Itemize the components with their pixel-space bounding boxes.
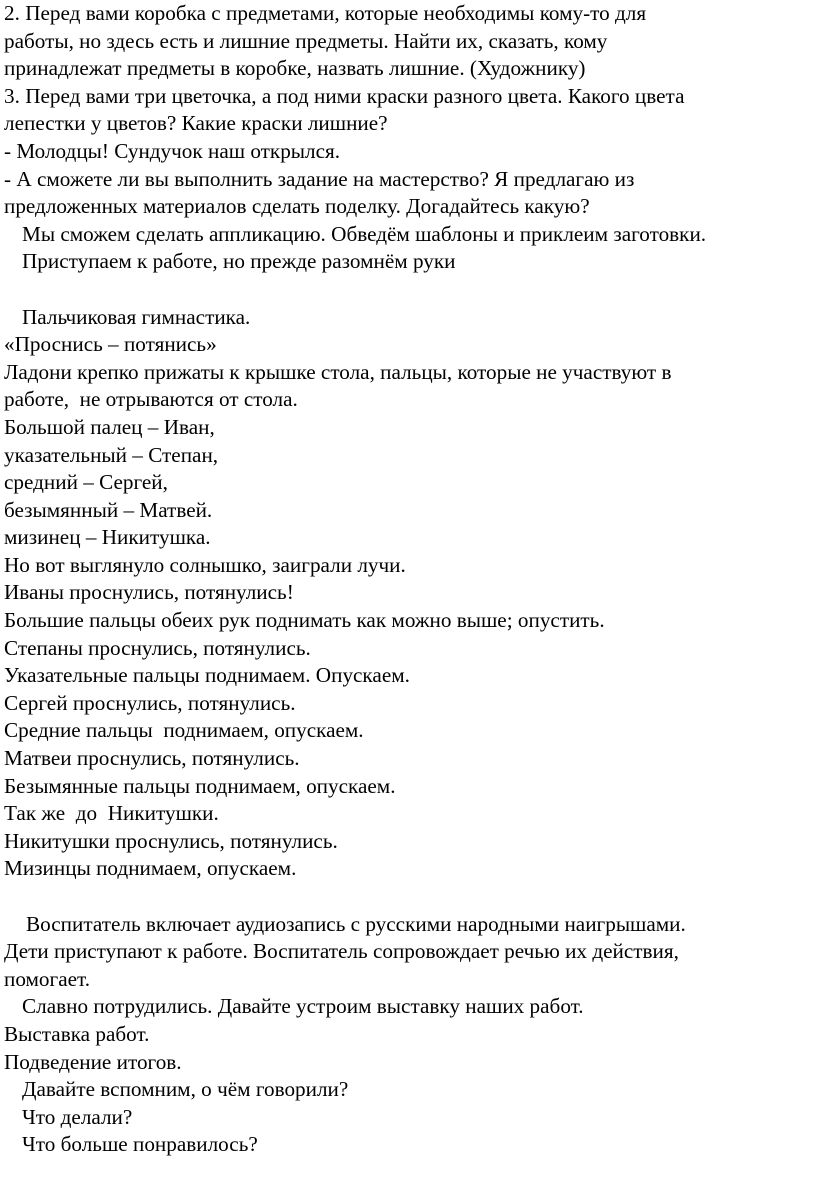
text-line: Большие пальцы обеих рук поднимать как можно выше; опустить. — [4, 608, 605, 633]
text-line: Указательные пальцы поднимаем. Опускаем. — [4, 663, 410, 688]
text-line: Матвеи проснулись, потянулись. — [4, 746, 300, 771]
text-line: средний – Сергей, — [4, 470, 168, 495]
text-line: Степаны проснулись, потянулись. — [4, 635, 311, 660]
text-line: - А сможете ли вы выполнить задание на мастерство? Я предлагаю из — [4, 166, 635, 191]
text-line: Никитушки проснулись, потянулись. — [4, 828, 338, 853]
text-line: Мы сможем сделать аппликацию. Обведём шаблоны и приклеим заготовки. — [22, 221, 707, 246]
text-line: Воспитатель включает аудиозапись с русскими народными наигрышами. — [26, 911, 686, 936]
text-line: мизинец – Никитушка. — [4, 525, 211, 550]
section-heading: Пальчиковая гимнастика. — [22, 304, 251, 329]
text-line: - Молодцы! Сундучок наш открылся. — [4, 138, 341, 163]
blank-line — [4, 883, 810, 911]
text-line: Славно потрудились. Давайте устроим выставку наших работ. — [22, 994, 584, 1019]
text-line: работе, не отрываются от стола. — [4, 387, 298, 412]
text-line: Подведение итогов. — [4, 1049, 182, 1074]
text-line: Мизинцы поднимаем, опускаем. — [4, 856, 297, 881]
text-line: 2. Перед вами коробка с предметами, которые необходимы кому-то для — [4, 1, 647, 25]
text-line: принадлежат предметы в коробке, назвать лишние. (Художнику) — [4, 56, 586, 81]
text-line: Сергей проснулись, потянулись. — [4, 690, 296, 715]
text-line: Иваны проснулись, потянулись! — [4, 580, 294, 605]
text-line: Ладони крепко прижаты к крышке стола, пальцы, которые не участвуют в — [4, 359, 672, 384]
text-line: работы, но здесь есть и лишние предметы. Найти их, сказать, кому — [4, 28, 608, 53]
text-line: помогает. — [4, 966, 90, 991]
text-line: указательный – Степан, — [4, 442, 219, 467]
text-line: Давайте вспомним, о чём говорили? — [22, 1077, 349, 1102]
text-line: Что делали? — [22, 1104, 133, 1129]
text-line: предложенных материалов сделать поделку. Догадайтесь какую? — [4, 194, 590, 219]
text-line: Что больше понравилось? — [22, 1132, 258, 1157]
text-line: Дети приступают к работе. Воспитатель сопровождает речью их действия, — [4, 939, 679, 964]
text-line: Приступаем к работе, но прежде разомнём руки — [22, 249, 456, 274]
text-line: Безымянные пальцы поднимаем, опускаем. — [4, 773, 396, 798]
text-line: «Проснись – потянись» — [4, 332, 217, 357]
text-line: Выставка работ. — [4, 1021, 150, 1046]
text-line: безымянный – Матвей. — [4, 497, 213, 522]
text-line: лепестки у цветов? Какие краски лишние? — [4, 111, 388, 136]
blank-line — [4, 276, 810, 304]
text-line: 3. Перед вами три цветочка, а под ними краски разного цвета. Какого цвета — [4, 83, 685, 108]
text-line: Большой палец – Иван, — [4, 414, 215, 439]
text-line: Так же до Никитушки. — [4, 801, 219, 826]
text-line: Средние пальцы поднимаем, опускаем. — [4, 718, 364, 743]
text-line: Но вот выглянуло солнышко, заиграли лучи. — [4, 552, 406, 577]
